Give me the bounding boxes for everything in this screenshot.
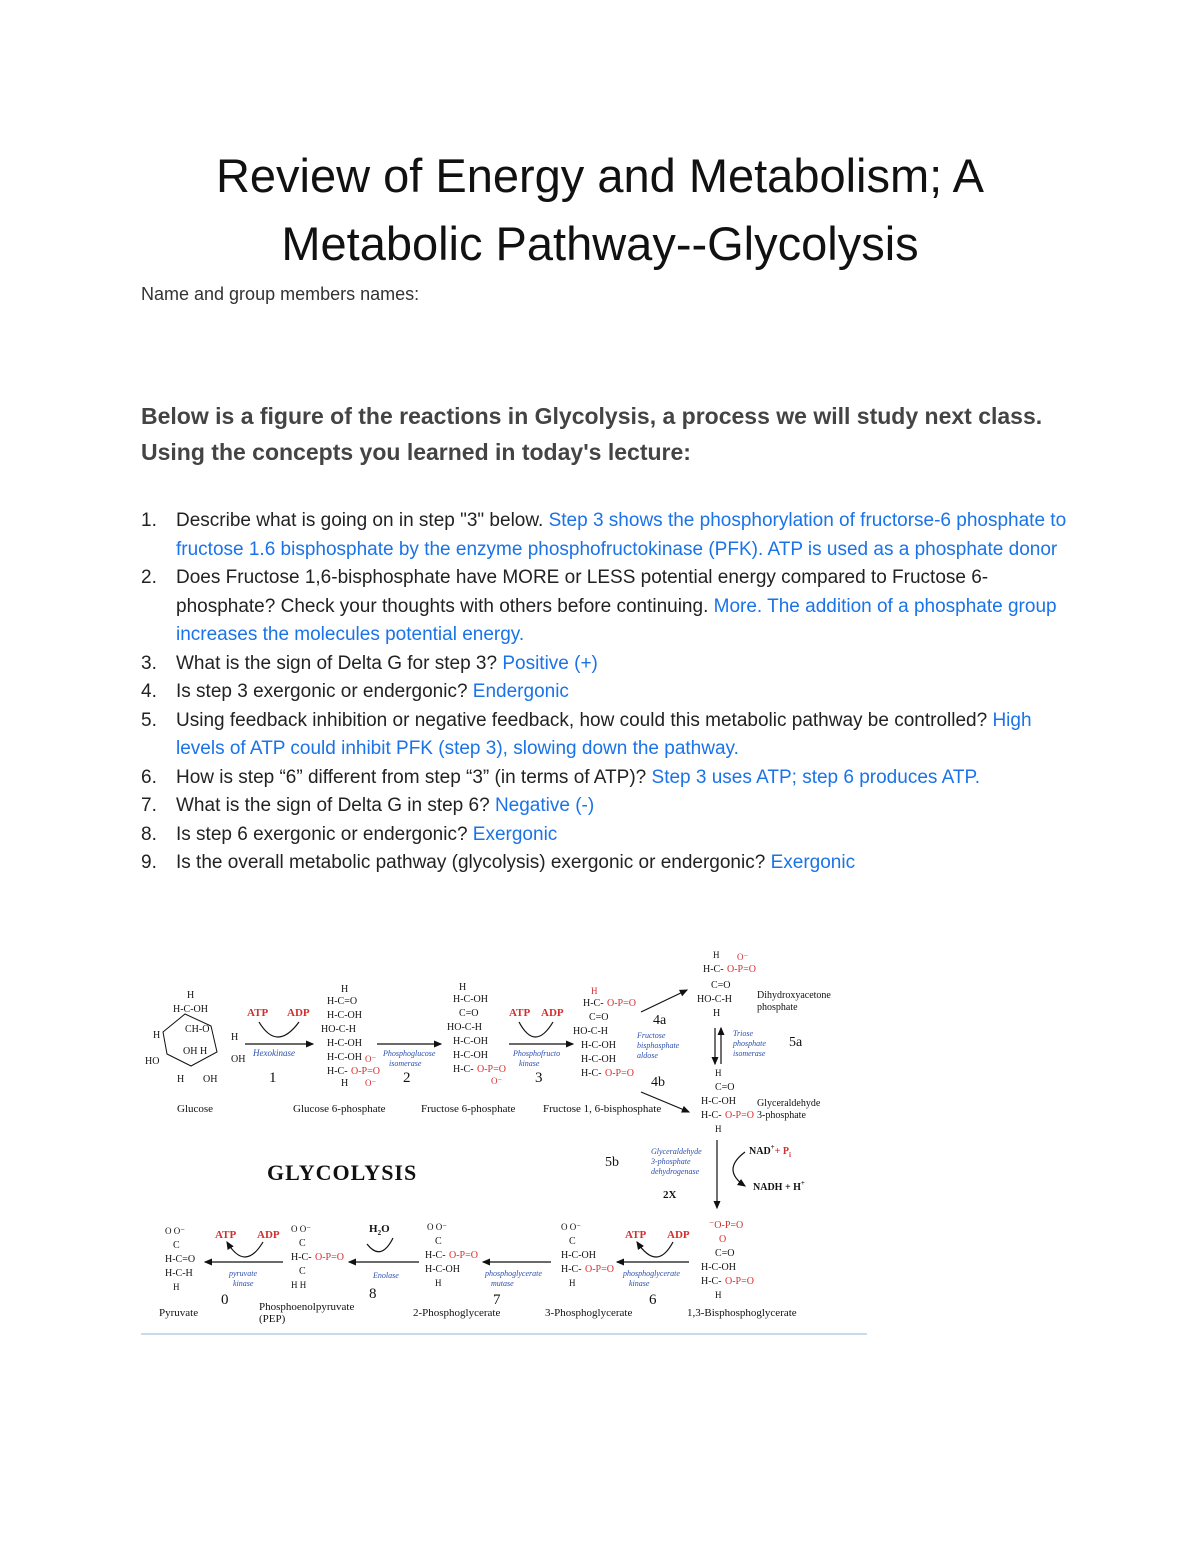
svg-text:OH H: OH H (183, 1046, 208, 1057)
name-prompt: Name and group members names: (141, 284, 420, 304)
pgm-label-2: mutase (491, 1279, 514, 1288)
dhap-label-2: phosphate (757, 1002, 798, 1013)
question-number: 3. (141, 652, 157, 674)
svg-text:H: H (591, 986, 598, 996)
svg-text:H-C-: H-C- (291, 1252, 312, 1263)
step9-curved-arrow (227, 1242, 263, 1257)
question-text: Using feedback inhibition or negative feedback, how could this metabolic pathway be controlled? (176, 709, 993, 731)
nadh-label: NADH + H+ (753, 1179, 805, 1193)
pgk-label-2: kinase (629, 1279, 650, 1288)
tpi-label-2: phosphate (733, 1039, 766, 1048)
svg-text:O⁻: O⁻ (491, 1076, 503, 1086)
answer-text: Negative (-) (494, 795, 595, 816)
answer-text: Exergonic (472, 823, 558, 845)
f6p-label: Fructose 6-phosphate (421, 1103, 516, 1115)
f6p-structure (447, 982, 506, 1086)
pg3-structure (561, 1222, 614, 1288)
pfk-label-2: kinase (519, 1059, 540, 1068)
question-text: Is the overall metabolic pathway (glycolysis) exergonic or endergonic? (176, 852, 771, 873)
svg-text:H-C-: H-C- (561, 1264, 582, 1275)
svg-text:O-P=O: O-P=O (585, 1264, 614, 1275)
aldolase-label-1: Fructose (637, 1031, 666, 1040)
svg-text:O-P=O: O-P=O (605, 1068, 634, 1079)
step-2-number: 2 (403, 1070, 411, 1086)
question-text: Does Fructose 1,6-bisphosphate have MORE or LESS potential energy compared to Fructose 6-phosphate? Check your thoughts with others before continuing. (176, 567, 989, 617)
svg-text:H-C-OH: H-C-OH (561, 1250, 596, 1261)
svg-text:H-C-OH: H-C-OH (425, 1264, 460, 1275)
atp-label-step1: ATP (247, 1007, 269, 1019)
svg-text:H-C-: H-C- (703, 964, 724, 975)
svg-text:O-P=O: O-P=O (477, 1064, 506, 1075)
svg-text:H: H (715, 1124, 722, 1134)
question-item (141, 821, 1081, 850)
svg-text:O-P=O: O-P=O (607, 998, 636, 1009)
step-4a-number: 4a (653, 1013, 667, 1028)
svg-text:H: H (713, 950, 720, 960)
glycolysis-figure (141, 940, 869, 1340)
pg2-structure (425, 1222, 478, 1288)
question-number: 7. (141, 795, 157, 816)
bpg-structure (701, 1220, 754, 1300)
svg-text:C: C (299, 1266, 306, 1277)
svg-text:H-C-: H-C- (453, 1064, 474, 1075)
gapdh-label-3: dehydrogenase (651, 1167, 700, 1176)
svg-text:H H: H H (291, 1280, 307, 1290)
svg-text:O-P=O: O-P=O (449, 1250, 478, 1261)
question-text: What is the sign of Delta G for step 3? (176, 652, 503, 674)
svg-text:H-C-: H-C- (701, 1110, 722, 1121)
svg-text:H: H (341, 1078, 349, 1089)
svg-text:O-P=O: O-P=O (725, 1110, 754, 1121)
question-number: 1. (141, 510, 157, 531)
dhap-label-1: Dihydroxyacetone (757, 990, 831, 1001)
question-text: How is step “6” different from step “3” (in terms of ATP)? (176, 766, 652, 788)
svg-text:H-C-OH: H-C-OH (173, 1004, 208, 1015)
adp-label-step3: ADP (541, 1007, 564, 1019)
pgk-label-1: phosphoglycerate (623, 1269, 680, 1278)
atp-label-step9: ATP (215, 1229, 237, 1241)
svg-text:C: C (173, 1240, 180, 1251)
question-number: 8. (141, 823, 157, 845)
step-6-number: 6 (649, 1292, 657, 1308)
svg-text:O⁻: O⁻ (365, 1078, 377, 1088)
f16bp-structure (573, 986, 636, 1079)
g3p-structure (701, 1068, 754, 1134)
adp-label-step6: ADP (667, 1229, 690, 1241)
svg-text:C=O: C=O (459, 1008, 479, 1019)
pk-label-1: pyruvate (229, 1269, 257, 1278)
question-text: Describe what is going on in step "3" below. (176, 510, 549, 531)
svg-text:O O⁻: O O⁻ (427, 1222, 447, 1232)
hexokinase-label: Hexokinase (253, 1048, 295, 1058)
svg-text:O-P=O: O-P=O (315, 1252, 344, 1263)
svg-text:H: H (459, 982, 467, 993)
aldolase-label-3: aldose (637, 1051, 658, 1060)
g3p-label-2: 3-phosphate (757, 1110, 806, 1121)
svg-text:H: H (435, 1278, 442, 1288)
svg-text:⁻O-P=O: ⁻O-P=O (709, 1220, 744, 1231)
svg-text:O O⁻: O O⁻ (165, 1226, 185, 1236)
answer-text: Exergonic (770, 852, 856, 873)
step-3-number: 3 (535, 1070, 543, 1086)
svg-text:H-C=O: H-C=O (327, 996, 358, 1007)
svg-text:H: H (173, 1282, 180, 1292)
answer-text: Step 3 shows the phosphorylation of fructorse-6 phosphate to fructose 1.6 bisphosphate by the enzyme phosphofructokinase (PFK). ATP is used as a phosphate donor (176, 510, 1067, 560)
figure-divider (141, 1333, 867, 1335)
svg-text:C=O: C=O (589, 1012, 609, 1023)
nad-label: $NAD^++ P_i$ (749, 1143, 791, 1159)
step4a-arrow (641, 990, 687, 1012)
svg-text:H-C-: H-C- (327, 1066, 348, 1077)
aldolase-label-2: bisphosphate (637, 1041, 680, 1050)
svg-text:H-C-OH: H-C-OH (581, 1040, 616, 1051)
svg-text:HO-C-H: HO-C-H (573, 1026, 608, 1037)
title-line-1: Review of Energy and Metabolism; A (215, 149, 985, 202)
question-number: 2. (141, 567, 157, 588)
step1-curved-arrow (259, 1022, 299, 1037)
pyruvate-structure (165, 1226, 195, 1292)
svg-text:H-C-H: H-C-H (165, 1268, 193, 1279)
page-title (0, 142, 1200, 278)
glycolysis-diagram (141, 940, 869, 1340)
question-text: What is the sign of Delta G in step 6? (176, 795, 495, 816)
g6p-structure (321, 984, 380, 1089)
pk-label-2: kinase (233, 1279, 254, 1288)
svg-text:H: H (187, 990, 195, 1001)
svg-text:H: H (231, 1032, 239, 1043)
svg-text:OH: OH (203, 1074, 218, 1085)
step-5a-number: 5a (789, 1035, 803, 1050)
svg-text:H: H (715, 1068, 722, 1078)
question-text: Is step 3 exergonic or endergonic? (176, 681, 473, 702)
gapdh-label-1: Glyceraldehyde (651, 1147, 702, 1156)
step-9-number: 0 (221, 1292, 229, 1308)
svg-text:O-P=O: O-P=O (351, 1066, 380, 1077)
svg-text:H-C-: H-C- (425, 1250, 446, 1261)
svg-text:H: H (153, 1030, 161, 1041)
svg-text:HO-C-H: HO-C-H (321, 1024, 356, 1035)
svg-text:C=O: C=O (711, 980, 731, 991)
gapdh-label-2: 3-phosphate (651, 1157, 691, 1166)
step3-curved-arrow (519, 1022, 553, 1037)
question-number: 9. (141, 852, 157, 873)
svg-text:HO-C-H: HO-C-H (697, 994, 732, 1005)
svg-text:O O⁻: O O⁻ (291, 1224, 311, 1234)
svg-text:CH-O: CH-O (185, 1024, 210, 1035)
question-item (141, 650, 1081, 679)
g6p-label: Glucose 6-phosphate (293, 1103, 386, 1115)
svg-text:H-C-: H-C- (583, 998, 604, 1009)
atp-label-step6: ATP (625, 1229, 647, 1241)
bpg-label: 1,3-Bisphosphoglycerate (687, 1307, 797, 1319)
svg-text:H-C-OH: H-C-OH (327, 1010, 362, 1021)
question-item (141, 764, 1081, 793)
svg-text:OH: OH (231, 1054, 246, 1065)
svg-text:H: H (715, 1290, 722, 1300)
answer-text: More. The addition of a phosphate group increases the molecules potential energy. (176, 595, 1057, 645)
question-item (141, 678, 1081, 707)
svg-text:H: H (177, 1074, 185, 1085)
svg-text:H: H (569, 1278, 576, 1288)
pep-label-1: Phosphoenolpyruvate (259, 1301, 355, 1313)
question-number: 5. (141, 709, 157, 731)
tpi-label-1: Triose (733, 1029, 754, 1038)
atp-label-step3: ATP (509, 1007, 531, 1019)
glucose-structure (145, 990, 245, 1085)
question-item (141, 564, 1081, 650)
pgi-label-2: isomerase (389, 1059, 422, 1068)
answer-text: Endergonic (472, 681, 569, 702)
svg-text:O: O (719, 1234, 727, 1245)
pep-structure (291, 1224, 344, 1290)
step-5b-number: 5b (605, 1155, 619, 1170)
instructions: Below is a figure of the reactions in Glycolysis, a process we will study next class. Using the concepts you learned in today's lecture: (141, 403, 1043, 465)
svg-text:HO: HO (145, 1056, 160, 1067)
svg-text:H-C=O: H-C=O (165, 1254, 196, 1265)
question-item (141, 792, 1081, 821)
f16bp-label: Fructose 1, 6-bisphosphate (543, 1103, 662, 1115)
pgi-label-1: Phosphoglucose (383, 1049, 436, 1058)
svg-text:H-C-: H-C- (701, 1276, 722, 1287)
pfk-label-1: Phosphofructo (513, 1049, 561, 1058)
step6-curved-arrow (637, 1242, 673, 1257)
svg-text:C=O: C=O (715, 1248, 735, 1259)
pg2-label: 2-Phosphoglycerate (413, 1307, 501, 1319)
svg-text:O⁻: O⁻ (365, 1054, 377, 1064)
svg-text:H-C-OH: H-C-OH (581, 1054, 616, 1065)
adp-label-step9: ADP (257, 1229, 280, 1241)
g3p-label-1: Glyceraldehyde (757, 1098, 821, 1109)
svg-text:O⁻: O⁻ (737, 952, 749, 962)
pep-label-2: (PEP) (259, 1313, 286, 1325)
step8-curved-arrow (367, 1238, 393, 1252)
two-x-label: 2X (663, 1189, 677, 1201)
svg-text:O O⁻: O O⁻ (561, 1222, 581, 1232)
question-item (141, 849, 1081, 878)
answer-text: High levels of ATP could inhibit PFK (step 3), slowing down the pathway. (176, 709, 1032, 759)
svg-text:H: H (341, 984, 349, 995)
step5b-curved-arrow (733, 1152, 745, 1186)
pg3-label: 3-Phosphoglycerate (545, 1307, 633, 1319)
pgm-label-1: phosphoglycerate (485, 1269, 542, 1278)
question-text: Is step 6 exergonic or endergonic? (176, 823, 473, 845)
svg-text:H: H (713, 1008, 721, 1019)
tpi-label-3: isomerase (733, 1049, 766, 1058)
svg-text:H-C-OH: H-C-OH (701, 1262, 736, 1273)
svg-text:O-P=O: O-P=O (727, 964, 756, 975)
svg-text:H-C-OH: H-C-OH (327, 1038, 362, 1049)
svg-text:HO-C-H: HO-C-H (447, 1022, 482, 1033)
step-7-number: 7 (493, 1292, 501, 1308)
svg-text:H-C-OH: H-C-OH (453, 994, 488, 1005)
title-line-2: Metabolic Pathway--Glycolysis (281, 217, 919, 270)
dhap-structure (697, 950, 756, 1019)
step-8-number: 8 (369, 1286, 377, 1302)
svg-text:H-C-OH: H-C-OH (453, 1036, 488, 1047)
h2o-label: $H_2O$ (369, 1223, 390, 1237)
svg-text:C=O: C=O (715, 1082, 735, 1093)
question-list (141, 507, 1081, 878)
answer-text: Positive (+) (502, 652, 598, 674)
svg-text:H-C-OH: H-C-OH (327, 1052, 362, 1063)
svg-text:H-C-: H-C- (581, 1068, 602, 1079)
glycolysis-heading: GLYCOLYSIS (267, 1160, 418, 1185)
adp-label-step1: ADP (287, 1007, 310, 1019)
svg-text:C: C (299, 1238, 306, 1249)
svg-text:O-P=O: O-P=O (725, 1276, 754, 1287)
svg-text:H-C-OH: H-C-OH (453, 1050, 488, 1061)
svg-text:H-C-OH: H-C-OH (701, 1096, 736, 1107)
enolase-label: Enolase (373, 1271, 399, 1280)
answer-text: Step 3 uses ATP; step 6 produces ATP. (651, 766, 980, 788)
glucose-label: Glucose (177, 1103, 214, 1115)
svg-text:C: C (435, 1236, 442, 1247)
question-number: 6. (141, 766, 157, 788)
step-4b-number: 4b (651, 1075, 665, 1090)
question-number: 4. (141, 681, 157, 702)
step-1-number: 1 (269, 1070, 277, 1086)
question-item (141, 507, 1081, 564)
pyruvate-label: Pyruvate (159, 1307, 199, 1319)
svg-text:C: C (569, 1236, 576, 1247)
question-item (141, 707, 1081, 764)
